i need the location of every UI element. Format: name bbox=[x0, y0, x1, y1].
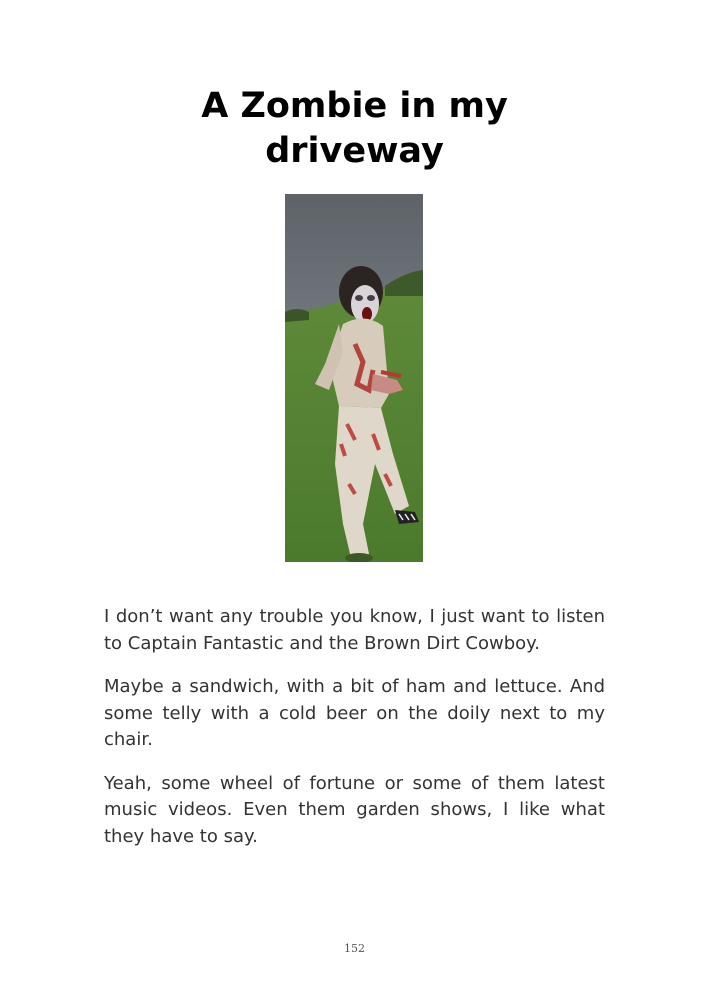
paragraph-2: Maybe a sandwich, with a bit of ham and lettuce. And some telly with a cold beer on the doily next to my chair. bbox=[104, 676, 605, 750]
page-title: A Zombie in my driveway bbox=[201, 86, 508, 171]
paragraph-1: I don’t want any trouble you know, I just want to listen to Captain Fantastic and the Brown Dirt Cowboy. bbox=[104, 606, 605, 654]
page-number: 152 bbox=[344, 942, 365, 955]
zombie-photo bbox=[285, 194, 423, 562]
body-text bbox=[104, 604, 605, 867]
paragraph-3: Yeah, some wheel of fortune or some of them latest music videos. Even them garden shows, I like what they have to say. bbox=[104, 772, 605, 847]
